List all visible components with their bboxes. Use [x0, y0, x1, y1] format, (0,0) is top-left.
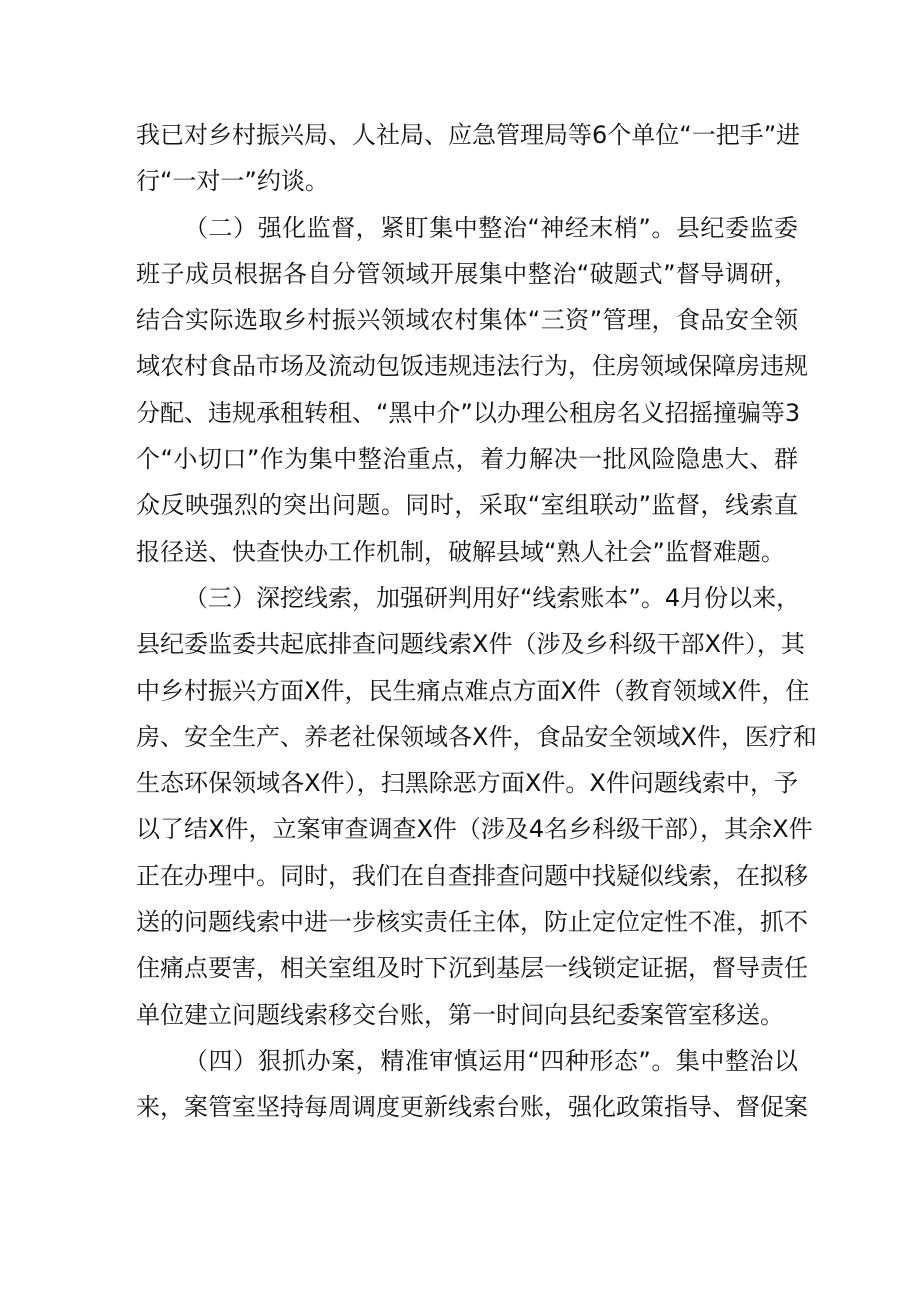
text-line: 个“小切口”作为集中整治重点，着力解决一批风险隐患大、群 [136, 445, 798, 474]
text-line: 行“一对一”约谈。 [136, 167, 329, 196]
text-line: 县纪委监委共起底排查问题线索X件（涉及乡科级干部X件），其 [136, 630, 805, 659]
text-line: 正在办理中。同时，我们在自查排查问题中找疑似线索，在拟移 [136, 861, 808, 890]
text-line: 中乡村振兴方面X件，民生痛点难点方面X件（教育领域X件，住 [136, 676, 810, 705]
text-line: 生态环保领域各X件），扫黑除恶方面X件。X件问题线索中，予 [136, 769, 798, 798]
section-heading-line: （三）深挖线索，加强研判用好“线索账本”。4月份以来， [184, 583, 801, 612]
text-line: 分配、违规承租转租、“黑中介”以办理公租房名义招摇撞骗等3 [136, 398, 801, 427]
document-body [136, 112, 817, 1131]
section-heading-line: （二）强化监督，紧盯集中整治“神经末梢”。县纪委监委 [184, 213, 798, 242]
text-line: 送的问题线索中进一步核实责任主体，防止定位定性不准，抓不 [136, 908, 808, 937]
text-line: 来，案管室坚持每周调度更新线索台账，强化政策指导、督促案 [136, 1093, 808, 1122]
text-line: 报径送、快查快办工作机制，破解县域“熟人社会”监督难题。 [136, 537, 785, 566]
text-line: 以了结X件，立案审查调查X件（涉及4名乡科级干部），其余X件 [136, 815, 813, 844]
text-line: 众反映强烈的突出问题。同时，采取“室组联动”监督，线索直 [136, 491, 798, 520]
text-line: 结合实际选取乡村振兴领域农村集体“三资”管理，食品安全领 [136, 306, 798, 335]
text-line: 单位建立问题线索移交台账，第一时间向县纪委案管室移送。 [136, 1000, 784, 1029]
section-heading-line: （四）狠抓办案，精准审慎运用“四种形态”。集中整治以 [184, 1046, 798, 1075]
text-line: 房、安全生产、养老社保领域各X件，食品安全领域X件，医疗和 [136, 722, 817, 751]
text-line: 我已对乡村振兴局、人社局、应急管理局等6个单位“一把手”进 [136, 121, 801, 149]
text-line: 住痛点要害，相关室组及时下沉到基层一线锁定证据，督导责任 [136, 954, 808, 983]
text-line: 班子成员根据各自分管领域开展集中整治“破题式”督导调研， [136, 259, 798, 288]
text-line: 域农村食品市场及流动包饭违规违法行为，住房领域保障房违规 [136, 352, 808, 381]
